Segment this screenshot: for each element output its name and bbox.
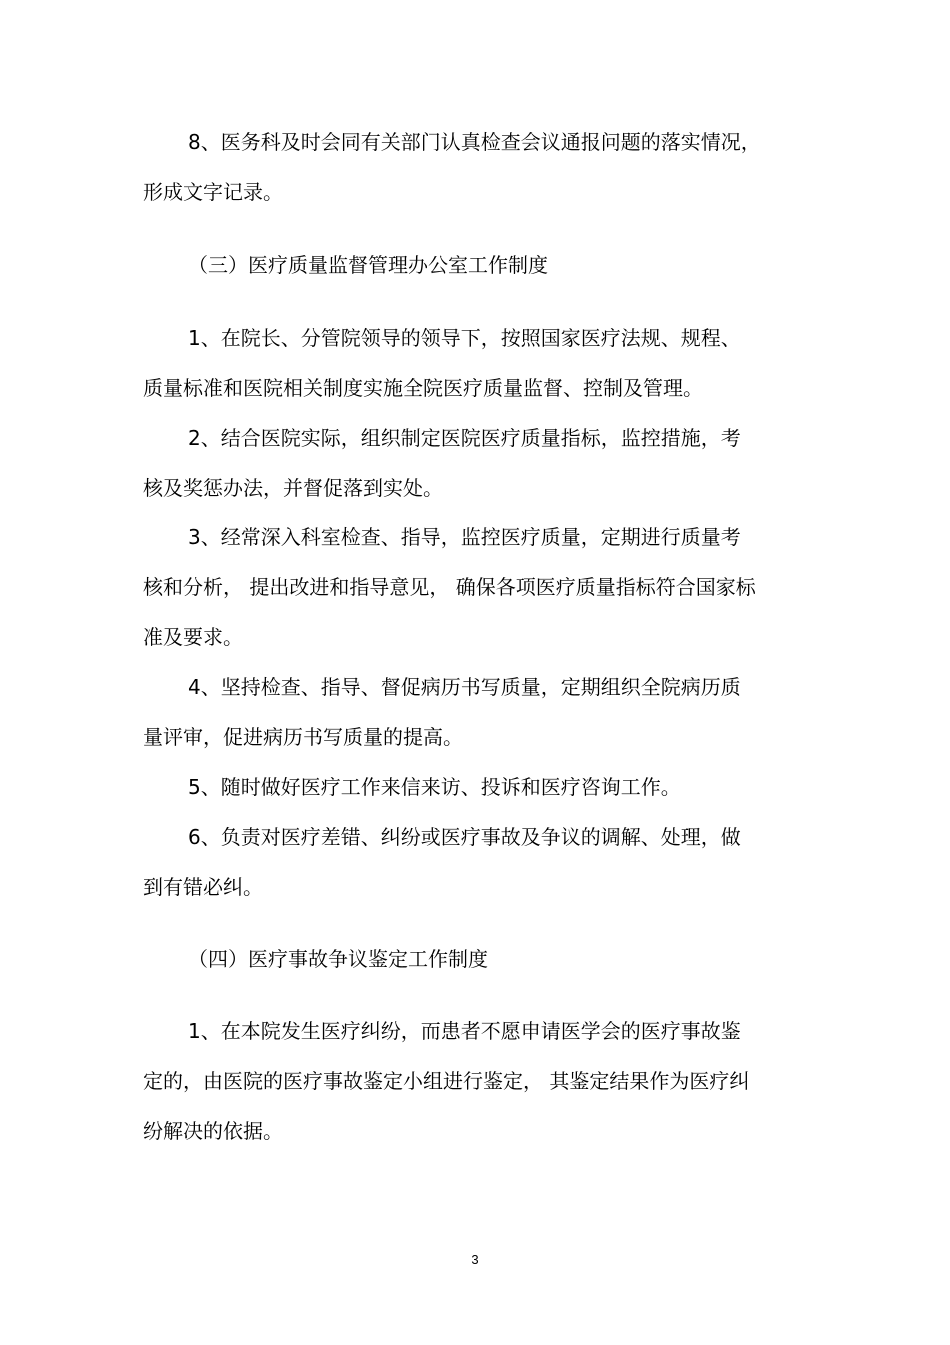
paragraph-line: 到有错必纠。 [143, 875, 263, 899]
paragraph-line: 核和分析， 提出改进和指导意见， 确保各项医疗质量指标符合国家标 [143, 575, 756, 599]
paragraph-line: 2、结合医院实际，组织制定医院医疗质量指标，监控措施，考 [188, 426, 741, 450]
paragraph-line: 质量标准和医院相关制度实施全院医疗质量监督、控制及管理。 [143, 376, 703, 400]
paragraph-line: 纷解决的依据。 [143, 1119, 283, 1143]
paragraph-line: 5、随时做好医疗工作来信来访、投诉和医疗咨询工作。 [188, 775, 681, 799]
page-number: 3 [471, 1252, 479, 1267]
section-heading: （四）医疗事故争议鉴定工作制度 [188, 947, 488, 971]
paragraph-line: 1、在院长、分管院领导的领导下，按照国家医疗法规、规程、 [188, 326, 741, 350]
paragraph-line: 定的，由医院的医疗事故鉴定小组进行鉴定， 其鉴定结果作为医疗纠 [143, 1069, 750, 1093]
paragraph-line: 8、医务科及时会同有关部门认真检查会议通报问题的落实情况， [188, 130, 761, 154]
paragraph-line: 形成文字记录。 [143, 180, 283, 204]
paragraph-line: 3、经常深入科室检查、指导，监控医疗质量，定期进行质量考 [188, 525, 741, 549]
section-heading: （三）医疗质量监督管理办公室工作制度 [188, 253, 548, 277]
paragraph-line: 准及要求。 [143, 625, 243, 649]
paragraph-line: 6、负责对医疗差错、纠纷或医疗事故及争议的调解、处理，做 [188, 825, 741, 849]
paragraph-line: 4、坚持检查、指导、督促病历书写质量，定期组织全院病历质 [188, 675, 741, 699]
paragraph-line: 核及奖惩办法，并督促落到实处。 [143, 476, 443, 500]
paragraph-line: 1、在本院发生医疗纠纷，而患者不愿申请医学会的医疗事故鉴 [188, 1019, 741, 1043]
paragraph-line: 量评审，促进病历书写质量的提高。 [143, 725, 463, 749]
